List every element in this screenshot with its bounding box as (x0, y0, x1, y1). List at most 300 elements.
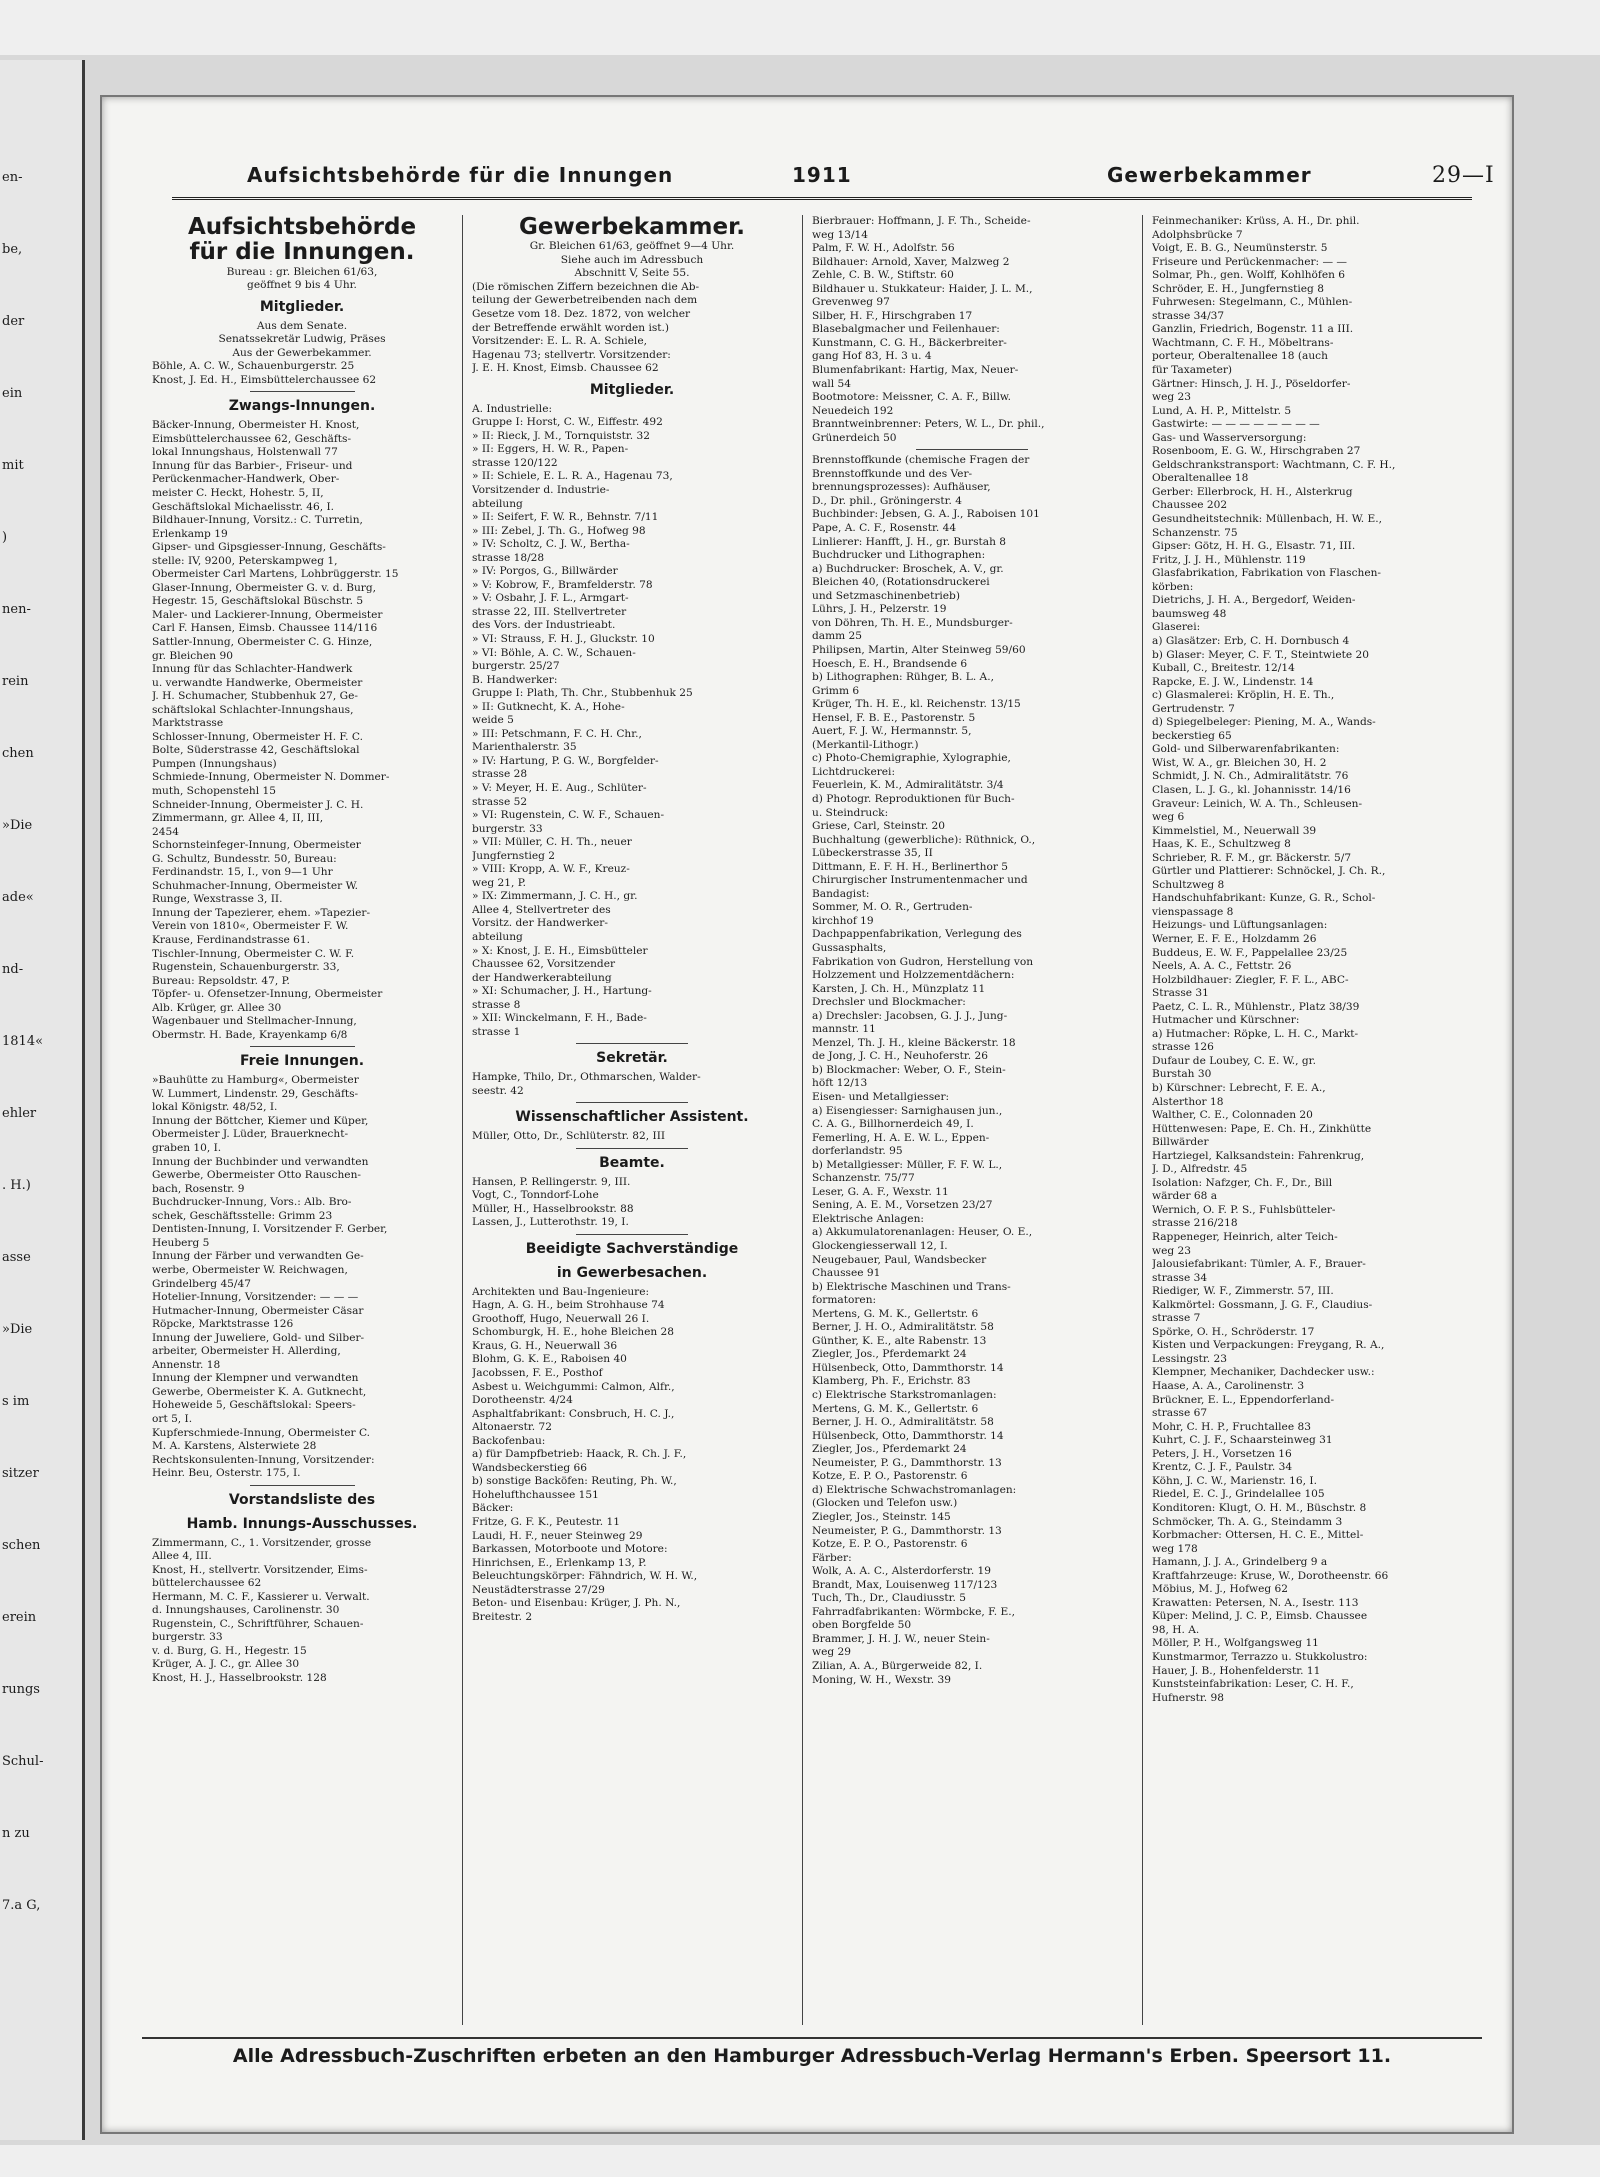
entry-line: » IX: Zimmermann, J. C. H., gr. (472, 890, 638, 903)
entry-line: Hülsenbeck, Otto, Dammthorstr. 14 (812, 1429, 1004, 1442)
entry-line: Töpfer- u. Ofensetzer-Innung, Obermeister (152, 988, 383, 1001)
entry-line: für Taxameter) (1152, 364, 1233, 377)
entry-line: » IV: Scholtz, C. J. W., Bertha- (472, 538, 630, 551)
entry-line: weg 21, P. (472, 876, 527, 889)
section-separator (250, 1046, 355, 1047)
entry-line: M. A. Karstens, Alsterwiete 28 (152, 1440, 317, 1453)
entry-line: a) Eisengiesser: Sarnighausen jun., (812, 1104, 1003, 1117)
entry-line: arbeiter, Obermeister H. Allerding, (152, 1345, 341, 1358)
entry-line: strasse 67 (1152, 1407, 1208, 1420)
entry-line: Krause, Ferdinandstrasse 61. (152, 934, 311, 947)
entry-line: Bleichen 40, (Rotationsdruckerei (812, 576, 990, 589)
entry-line: Glasfabrikation, Fabrikation von Flaschen- (1152, 567, 1381, 580)
entry-line: Billwärder (1152, 1136, 1209, 1149)
entry-line: Heizungs- und Lüftungsanlagen: (1152, 919, 1328, 932)
entry-line: Bootmotore: Meissner, C. A. F., Billw. (812, 391, 1012, 404)
entry-line: Bildhauer-Innung, Vorsitz.: C. Turretin, (152, 514, 363, 527)
entry-line: Klempner, Mechaniker, Dachdecker usw.: (1152, 1366, 1375, 1379)
entry-line: b) Glaser: Meyer, C. F. T., Steintwiete 20 (1152, 648, 1370, 661)
entry-line: » V: Kobrow, F., Bramfelderstr. 78 (472, 578, 653, 591)
entry-line: graben 10, I. (152, 1142, 222, 1155)
entry-line: Schmiede-Innung, Obermeister N. Dommer- (152, 771, 390, 784)
entry-line: Färber: (812, 1551, 852, 1564)
entry-line: Heuberg 5 (152, 1236, 210, 1249)
entry-line: » II: Rieck, J. M., Tornquiststr. 32 (472, 429, 650, 442)
sliver-fragment: 7.a G, (2, 1898, 41, 1913)
entry-line: Knost, J. Ed. H., Eimsbüttelerchaussee 62 (152, 373, 377, 386)
entry-line: des Vors. der Industrieabt. (472, 619, 616, 632)
entry-line: meister C. Heckt, Hohestr. 5, II, (152, 486, 324, 499)
entry-line: Blumenfabrikant: Hartig, Max, Neuer- (812, 364, 1019, 377)
entry-line: schäftslokal Schlachter-Innungshaus, (152, 703, 354, 716)
entry-line: u. verwandte Handwerke, Obermeister (152, 676, 363, 689)
entry-line: » VI: Böhle, A. C. W., Schauen- (472, 646, 636, 659)
section-heading: Hamb. Innungs-Ausschusses. (186, 1515, 418, 1532)
entry-line: formatoren: (812, 1294, 877, 1307)
entry-line: Allee 4, Stellvertreter des (472, 903, 611, 916)
entry-line: Beleuchtungskörper: Fähndrich, W. H. W., (472, 1570, 698, 1583)
entry-line: Oberaltenallee 18 (1152, 472, 1249, 485)
entry-line: Hinrichsen, E., Erlenkamp 13, P. (472, 1556, 647, 1569)
header-right-title: Gewerbekammer (1107, 163, 1312, 187)
entry-line: Hampke, Thilo, Dr., Othmarschen, Walder- (472, 1071, 701, 1084)
entry-line: Geschäftslokal Michaelisstr. 46, I. (152, 500, 334, 513)
entry-line: Mohr, C. H. P., Fruchtallee 83 (1152, 1420, 1311, 1433)
entry-line: Peters, J. H., Vorsetzen 16 (1152, 1447, 1292, 1460)
entry-line: Rosenboom, E. G. W., Hirschgraben 27 (1152, 445, 1361, 458)
entry-line: Gesetze vom 18. Dez. 1872, von welcher (472, 308, 691, 321)
entry-line: b) Kürschner: Lebrecht, F. E. A., (1152, 1082, 1326, 1094)
entry-line: Elektrische Anlagen: (812, 1212, 924, 1225)
entry-line: Fuhrwesen: Stegelmann, C., Mühlen- (1152, 296, 1353, 309)
entry-line: porteur, Oberaltenallee 18 (auch (1152, 350, 1328, 363)
entry-line: Menzel, Th. J. H., kleine Bäckerstr. 18 (812, 1036, 1016, 1049)
entry-line: » III: Zebel, J. Th. G., Hofweg 98 (472, 524, 646, 537)
entry-line: Feinmechaniker: Krüss, A. H., Dr. phil. (1152, 215, 1360, 227)
entry-line: Sommer, M. O. R., Gertruden- (812, 901, 973, 914)
entry-line: weg 23 (1152, 1244, 1191, 1257)
entry-line: G. Schultz, Bundesstr. 50, Bureau: (152, 852, 337, 865)
entry-line: 98, H. A. (1152, 1623, 1200, 1636)
entry-line: b) Elektrische Maschinen und Trans- (812, 1280, 1011, 1293)
entry-line: Architekten und Bau-Ingenieure: (472, 1285, 650, 1298)
entry-line: Hamann, J. J. A., Grindelberg 9 a (1152, 1556, 1328, 1569)
entry-line: teilung der Gewerbetreibenden nach dem (472, 294, 698, 307)
sliver-fragment: »Die (2, 818, 33, 833)
entry-line: Ganzlin, Friedrich, Bogenstr. 11 a III. (1152, 323, 1354, 336)
entry-line: weide 5 (472, 714, 514, 727)
entry-line: Sening, A. E. M., Vorsetzen 23/27 (812, 1199, 993, 1212)
entry-line: Bildhauer: Arnold, Xaver, Malzweg 2 (812, 255, 1010, 268)
entry-line: Gussasphalts, (812, 941, 887, 954)
entry-line: Günther, K. E., alte Rabenstr. 13 (812, 1334, 987, 1347)
section-heading: Sekretär. (596, 1050, 668, 1067)
entry-line: Vogt, C., Tonndorf-Lohe (472, 1189, 599, 1202)
sliver-fragment: mit (2, 458, 24, 473)
section-heading: Beeidigte Sachverständige (525, 1240, 739, 1257)
footer-notice: Alle Adressbuch-Zuschriften erbeten an den Hamburger Adressbuch-Verlag Hermann's Erben. Speersort 11. (232, 2045, 1392, 2067)
entry-line: Alsterthor 18 (1152, 1095, 1224, 1108)
entry-line: Aus der Gewerbekammer. (232, 346, 372, 359)
entry-line: Neuedeich 192 (812, 404, 894, 417)
entry-line: Fahrradfabrikanten: Wörmbcke, F. E., (812, 1605, 1016, 1618)
entry-line: Hoheweide 5, Geschäftslokal: Speers- (152, 1399, 356, 1412)
entry-line: Femerling, H. A. E. W. L., Eppen- (812, 1131, 990, 1144)
entry-line: Karsten, J. Ch. H., Münzplatz 11 (812, 982, 986, 995)
section-heading: Beamte. (599, 1154, 665, 1171)
entry-line: Gruppe I: Horst, C. W., Eiffestr. 492 (472, 416, 663, 429)
entry-line: » II: Gutknecht, K. A., Hohe- (472, 700, 625, 713)
entry-line: Linlierer: Hanfft, J. H., gr. Burstah 8 (812, 535, 1007, 548)
entry-line: J. D., Alfredstr. 45 (1152, 1163, 1248, 1176)
entry-line: » XI: Schumacher, J. H., Hartung- (472, 985, 652, 998)
entry-line: c) Photo-Chemigraphie, Xylographie, (812, 752, 1011, 765)
entry-line: Neumeister, P. G., Dammthorstr. 13 (812, 1524, 1002, 1537)
entry-line: Kotze, E. P. O., Pastorenstr. 6 (812, 1470, 968, 1483)
entry-line: Tuch, Th., Dr., Claudiusstr. 5 (812, 1592, 966, 1605)
entry-line: a) Drechsler: Jacobsen, G. J. J., Jung- (812, 1009, 1008, 1022)
entry-line: Groothoff, Hugo, Neuerwall 26 I. (472, 1312, 650, 1325)
section-separator (576, 1234, 688, 1235)
entry-line: Mertens, G. M. K., Gellertstr. 6 (812, 1307, 979, 1320)
entry-line: Eisen- und Metallgiesser: (812, 1091, 950, 1103)
entry-line: Kunstmann, C. G. H., Bäckerbreiter- (812, 336, 1007, 349)
entry-line: gang Hof 83, H. 3 u. 4 (812, 350, 932, 363)
entry-line: Laudi, H. F., neuer Steinweg 29 (472, 1529, 643, 1542)
page-footer (142, 2037, 1482, 2079)
entry-line: Ziegler, Jos., Steinstr. 145 (812, 1510, 951, 1523)
section-heading: Zwangs-Innungen. (228, 398, 376, 415)
entry-line: weg 178 (1152, 1542, 1198, 1555)
entry-line: Aus dem Senate. (256, 319, 348, 332)
section-separator (916, 449, 1028, 450)
entry-line: Hermann, M. C. F., Kassierer u. Verwalt. (152, 1590, 370, 1603)
entry-line: D., Dr. phil., Gröningerstr. 4 (812, 494, 962, 507)
entry-line: Gürtler und Plattierer: Schnöckel, J. Ch. R., (1152, 865, 1386, 878)
entry-line: Köhn, J. C. W., Marienstr. 16, I. (1152, 1474, 1317, 1487)
entry-line: Dachpappenfabrikation, Verlegung des (812, 928, 1022, 941)
entry-line: 2454 (152, 825, 179, 838)
entry-line: bach, Rosenstr. 9 (152, 1182, 245, 1195)
sliver-fragment: s im (2, 1394, 30, 1409)
entry-line: Carl F. Hansen, Eimsb. Chaussee 114/116 (152, 622, 378, 635)
entry-line: schek, Geschäftsstelle: Grimm 23 (152, 1209, 333, 1222)
entry-line: Hauer, J. B., Hohenfelderstr. 11 (1152, 1664, 1321, 1677)
entry-line: Heinr. Beu, Osterstr. 175, I. (152, 1467, 301, 1480)
entry-line: Burstah 30 (1152, 1068, 1212, 1081)
entry-line: Spörke, O. H., Schröderstr. 17 (1152, 1325, 1315, 1338)
entry-line: brennungsprozesses): Aufhäuser, (812, 481, 991, 494)
entry-line: Erlenkamp 19 (152, 527, 228, 540)
entry-line: Röpcke, Marktstrasse 126 (152, 1318, 294, 1331)
entry-line: Ziegler, Jos., Pferdemarkt 24 (812, 1348, 967, 1361)
entry-line: J. E. H. Knost, Eimsb. Chaussee 62 (472, 362, 659, 375)
entry-line: kirchhof 19 (812, 914, 874, 927)
entry-line: strasse 216/218 (1152, 1217, 1238, 1230)
column-divider (802, 215, 803, 2025)
entry-line: Fritze, G. F. K., Peutestr. 11 (472, 1516, 620, 1529)
entry-line: Zilian, A. A., Bürgerweide 82, I. (812, 1659, 983, 1672)
entry-line: » II: Schiele, E. L. R. A., Hagenau 73, (472, 470, 673, 483)
entry-line: Werner, E. F. E., Holzdamm 26 (1152, 932, 1317, 945)
entry-line: Gewerbe, Obermeister Otto Rauschen- (152, 1169, 361, 1182)
column-sachverstaendige-f-k (1152, 215, 1482, 2025)
entry-line: stelle: IV, 9200, Peterskampweg 1, (152, 554, 338, 567)
entry-line: » II: Seifert, F. W. R., Behnstr. 7/11 (472, 511, 659, 524)
entry-line: weg 23 (1152, 391, 1191, 404)
entry-line: » II: Eggers, H. W. R., Papen- (472, 443, 629, 456)
entry-line: Asbest u. Weichgummi: Calmon, Alfr., (472, 1380, 675, 1393)
section-heading: in Gewerbesachen. (556, 1264, 708, 1281)
entry-line: Hotelier-Innung, Vorsitzender: — — — (152, 1291, 359, 1304)
entry-line: Dorotheenstr. 4/24 (472, 1394, 573, 1407)
entry-line: a) Buchdrucker: Broschek, A. V., gr. (812, 562, 1004, 575)
sliver-fragment: chen (2, 746, 34, 761)
entry-line: Hutmacher-Innung, Obermeister Cäsar (152, 1304, 364, 1317)
entry-line: (Glocken und Telefon usw.) (812, 1497, 958, 1510)
entry-line: Holzzement und Holzzementdächern: (812, 969, 1015, 982)
entry-line: Schmöcker, Th. A. G., Steindamm 3 (1152, 1515, 1343, 1528)
entry-line: dorferlandstr. 95 (812, 1145, 903, 1158)
sliver-fragment: der (2, 314, 25, 329)
entry-line: burgerstr. 33 (152, 1631, 223, 1644)
entry-line: Kunststeinfabrikation: Leser, C. H. F., (1152, 1678, 1354, 1691)
sliver-fragment: en- (2, 170, 23, 185)
entry-line: » VI: Rugenstein, C. W. F., Schauen- (472, 809, 665, 822)
entry-line: Beton- und Eisenbau: Krüger, J. Ph. N., (472, 1597, 681, 1610)
entry-line: Korbmacher: Ottersen, H. C. E., Mittel- (1152, 1529, 1364, 1542)
entry-line: » IV: Hartung, P. G. W., Borgfelder- (472, 754, 659, 767)
entry-line: Hagn, A. G. H., beim Strohhause 74 (472, 1299, 665, 1312)
entry-line: strasse 120/122 (472, 456, 558, 469)
entry-line: muth, Schopenstehl 15 (152, 785, 276, 797)
entry-line: » V: Meyer, H. E. Aug., Schlüter- (472, 781, 647, 794)
entry-line: Dentisten-Innung, I. Vorsitzender F. Gerber, (152, 1223, 388, 1236)
entry-line: Gesundheitstechnik: Müllenbach, H. W. E., (1152, 513, 1382, 526)
entry-line: Feuerlein, K. M., Admiralitätstr. 3/4 (812, 779, 1004, 792)
section-heading: Vorstandsliste des (228, 1491, 376, 1508)
entry-line: strasse 34/37 (1152, 309, 1225, 322)
entry-line: Allee 4, III. (152, 1550, 212, 1563)
entry-line: Obermeister J. Lüder, Brauerknecht- (152, 1128, 349, 1141)
entry-line: de Jong, J. C. H., Neuhoferstr. 26 (812, 1050, 988, 1063)
entry-line: Ferdinandstr. 15, I., von 9—1 Uhr (152, 866, 333, 879)
entry-line: Pape, A. C. F., Rosenstr. 44 (812, 522, 957, 535)
adjacent-page-sliver (0, 60, 85, 2140)
entry-line: Altonaerstr. 72 (472, 1421, 552, 1434)
entry-line: Hohelufthchaussee 151 (472, 1488, 599, 1501)
sliver-fragment: . H.) (2, 1178, 31, 1193)
entry-line: Innung der Buchbinder und verwandten (152, 1155, 369, 1168)
section-separator (250, 1485, 355, 1486)
entry-line: Innung für das Barbier-, Friseur- und (152, 459, 353, 472)
entry-line: höft 12/13 (812, 1077, 868, 1090)
entry-line: Zehle, C. B. W., Stiftstr. 60 (812, 269, 954, 282)
entry-line: ort 5, I. (152, 1412, 193, 1425)
entry-line: Kraftfahrzeuge: Kruse, W., Dorotheenstr. 66 (1152, 1569, 1389, 1582)
entry-line: strasse 7 (1152, 1312, 1201, 1325)
entry-line: Bolte, Süderstrasse 42, Geschäftslokal (152, 744, 360, 757)
entry-line: Obermstr. H. Bade, Krayenkamp 6/8 (152, 1028, 348, 1041)
entry-line: b) Blockmacher: Weber, O. F., Stein- (812, 1063, 1006, 1076)
entry-line: lokal Innungshaus, Holstenwall 77 (152, 446, 338, 459)
entry-line: strasse 22, III. Stellvertreter (472, 605, 627, 618)
entry-line: Pumpen (Innungshaus) (152, 757, 277, 770)
entry-line: Runge, Wexstrasse 3, II. (152, 893, 283, 906)
entry-line: burgerstr. 25/27 (472, 660, 560, 673)
entry-line: baumsweg 48 (1152, 607, 1227, 620)
entry-line: Griese, Carl, Steinstr. 20 (812, 820, 946, 833)
entry-line: Schanzenstr. 75/77 (812, 1172, 915, 1185)
entry-line: Drechsler und Blockmacher: (812, 996, 966, 1009)
entry-line: Zimmermann, C., 1. Vorsitzender, grosse (152, 1536, 372, 1549)
section-heading: Wissenschaftlicher Assistent. (515, 1109, 749, 1126)
sliver-fragment: ade« (2, 890, 34, 905)
entry-line: Gärtner: Hinsch, J. H. J., Pöseldorfer- (1152, 377, 1351, 390)
entry-line: abteilung (472, 497, 523, 510)
entry-line: Blasebalgmacher und Feilenhauer: (812, 323, 1000, 336)
sliver-fragment: rein (2, 674, 29, 689)
section-heading: Freie Innungen. (239, 1053, 365, 1070)
entry-line: d) Elektrische Schwachstromanlagen: (812, 1483, 1017, 1496)
entry-line: W. Lummert, Lindenstr. 29, Geschäfts- (152, 1087, 359, 1100)
entry-line: Gruppe I: Plath, Th. Chr., Stubbenhuk 25 (472, 687, 693, 700)
sliver-fragment: 1814« (2, 1034, 44, 1049)
entry-line: Marienthalerstr. 35 (472, 741, 577, 754)
entry-line: Schneider-Innung, Obermeister J. C. H. (152, 798, 364, 811)
entry-line: (Merkantil-Lithogr.) (812, 738, 919, 751)
entry-line: Krüger, Th. H. E., kl. Reichenstr. 13/15 (812, 698, 1021, 711)
entry-line: Knost, H., stellvertr. Vorsitzender, Eims- (152, 1563, 368, 1576)
entry-line: Wist, W. A., gr. Bleichen 30, H. 2 (1152, 756, 1327, 769)
entry-line: Wachtmann, C. F. H., Möbeltrans- (1152, 336, 1334, 349)
entry-line: d) Photogr. Reproduktionen für Buch- (812, 792, 1015, 805)
sliver-fragment: ) (2, 530, 8, 545)
entry-line: Grimm 6 (812, 684, 860, 697)
entry-line: a) für Dampfbetrieb: Haack, R. Ch. J. F., (472, 1448, 687, 1461)
entry-line: Geldschrankstransport: Wachtmann, C. F. H., (1152, 458, 1396, 471)
entry-line: Gr. Bleichen 61/63, geöffnet 9—4 Uhr. (529, 240, 735, 253)
entry-line: Möbius, M. J., Hofweg 62 (1152, 1583, 1289, 1596)
entry-line: Berner, J. H. O., Admiralitätstr. 58 (812, 1321, 994, 1334)
entry-line: gr. Bleichen 90 (152, 649, 233, 662)
entry-line: Glaser-Innung, Obermeister G. v. d. Burg, (152, 581, 377, 594)
sliver-fragment: »Die (2, 1322, 33, 1337)
entry-line: d. Innungshauses, Carolinenstr. 30 (152, 1604, 340, 1617)
entry-line: b) sonstige Backöfen: Reuting, Ph. W., (472, 1475, 677, 1488)
entry-line: b) Lithographen: Rühger, B. L. A., (812, 671, 994, 684)
entry-line: Mertens, G. M. K., Gellertstr. 6 (812, 1402, 979, 1415)
section-separator (576, 1148, 688, 1149)
entry-line: Hoesch, E. H., Brandsende 6 (812, 657, 968, 670)
column-divider (1142, 215, 1143, 2025)
entry-line: Hutmacher und Kürschner: (1152, 1014, 1300, 1027)
entry-line: Bandagist: (812, 887, 870, 900)
entry-line: Branntweinbrenner: Peters, W. L., Dr. phil., (812, 418, 1045, 431)
entry-line: Brandt, Max, Louisenweg 117/123 (812, 1578, 998, 1591)
entry-line: Fabrikation von Gudron, Herstellung von (812, 955, 1034, 968)
entry-line: Tischler-Innung, Obermeister C. W. F. (152, 947, 355, 960)
entry-line: Buchdrucker und Lithographen: (812, 549, 986, 562)
entry-line: Vorsitzender d. Industrie- (472, 483, 610, 496)
entry-line: Bäcker-Innung, Obermeister H. Knost, (152, 419, 360, 432)
sliver-fragment: asse (2, 1250, 31, 1265)
entry-line: Hülsenbeck, Otto, Dammthorstr. 14 (812, 1361, 1004, 1374)
entry-line: Gas- und Wasserversorgung: (1152, 431, 1307, 444)
entry-line: Innung der Böttcher, Kiemer und Küper, (152, 1114, 369, 1127)
entry-line: weg 13/14 (812, 228, 869, 241)
entry-line: Kuhrt, C. J. F., Schaarsteinweg 31 (1152, 1434, 1333, 1447)
entry-line: Schultzweg 8 (1152, 878, 1225, 891)
entry-line: »Bauhütte zu Hamburg«, Obermeister (152, 1074, 359, 1087)
entry-line: Gipser- und Gipsgiesser-Innung, Geschäfts- (152, 541, 386, 554)
entry-line: » XII: Winckelmann, F. H., Bade- (472, 1012, 647, 1025)
sliver-fragment: rungs (2, 1682, 40, 1697)
entry-line: Kunstmarmor, Terrazzo u. Stukkolustro: (1152, 1650, 1368, 1663)
entry-line: Kupferschmiede-Innung, Obermeister C. (152, 1426, 371, 1439)
sliver-fragment: ein (2, 386, 23, 401)
sliver-fragment: be, (2, 242, 23, 257)
entry-line: » IV: Porgos, G., Billwärder (472, 565, 618, 578)
entry-line: Rappeneger, Heinrich, alter Teich- (1152, 1231, 1338, 1244)
entry-line: Lübeckerstrasse 35, II (812, 847, 933, 860)
entry-line: Möller, P. H., Wolfgangsweg 11 (1152, 1637, 1319, 1650)
entry-line: Buchdrucker-Innung, Vors.: Alb. Bro- (152, 1196, 352, 1209)
entry-line: A. Industrielle: (472, 402, 553, 415)
entry-line: » X: Knost, J. E. H., Eimsbütteler (472, 944, 648, 957)
entry-line: Kalkmörtel: Gossmann, J. G. F., Claudius- (1152, 1298, 1373, 1311)
entry-line: Lichtdruckerei: (812, 765, 896, 778)
entry-line: Isolation: Nafzger, Ch. F., Dr., Bill (1152, 1176, 1333, 1189)
entry-line: c) Glasmalerei: Kröplin, H. E. Th., (1152, 689, 1335, 702)
entry-line: Kimmelstiel, M., Neuerwall 39 (1152, 824, 1317, 837)
entry-line: Hagenau 73; stellvertr. Vorsitzender: (472, 348, 671, 361)
entry-line: c) Elektrische Starkstromanlagen: (812, 1389, 997, 1402)
entry-line: » VII: Müller, C. H. Th., neuer (472, 836, 632, 849)
entry-line: Gertrudenstr. 7 (1152, 702, 1235, 715)
entry-line: Schanzenstr. 75 (1152, 526, 1238, 539)
entry-line: Abschnitt V, Seite 55. (574, 267, 690, 280)
page-header (172, 157, 1495, 200)
entry-line: Lührs, J. H., Pelzerstr. 19 (812, 603, 947, 616)
entry-line: Eimsbüttelerchaussee 62, Geschäfts- (152, 432, 352, 445)
entry-line: Innung der Färber und verwandten Ge- (152, 1250, 364, 1263)
entry-line: Gipser: Götz, H. H. G., Elsastr. 71, III. (1152, 540, 1356, 553)
entry-line: Glaserei: (1152, 621, 1201, 634)
entry-line: strasse 34 (1152, 1271, 1208, 1284)
entry-line: Palm, F. W. H., Adolfstr. 56 (812, 242, 955, 255)
entry-line: J. H. Schumacher, Stubbenhuk 27, Ge- (152, 690, 358, 703)
entry-line: körben: (1152, 580, 1194, 593)
section-heading: Mitglieder. (259, 298, 345, 315)
section-heading: Mitglieder. (589, 381, 675, 398)
entry-line: Neustädterstrasse 27/29 (472, 1583, 605, 1596)
entry-line: Rugenstein, C., Schriftführer, Schauen- (152, 1617, 364, 1630)
entry-line: der Betreffende erwählt worden ist.) (472, 321, 670, 334)
entry-line: lokal Königstr. 48/52, I. (152, 1101, 278, 1114)
entry-line: Kraus, G. H., Neuerwall 36 (472, 1339, 618, 1352)
entry-line: Müller, H., Hasselbrookstr. 88 (472, 1202, 634, 1215)
entry-line: C. A. G., Billhornerdeich 49, I. (812, 1118, 974, 1131)
entry-line: Vorsitzender: E. L. R. A. Schiele, (472, 335, 647, 348)
entry-line: Haase, A. A., Carolinenstr. 3 (1152, 1380, 1305, 1393)
entry-line: Zimmermann, gr. Allee 4, II, III, (152, 812, 324, 825)
entry-line: Holzbildhauer: Ziegler, F. F. L., ABC- (1152, 973, 1349, 986)
entry-line: der Handwerkerabteilung (472, 971, 612, 984)
entry-line: Bildhauer u. Stukkateur: Haider, J. L. M., (812, 282, 1033, 295)
sliver-fragment: ehler (2, 1106, 37, 1121)
entry-line: Brennstoffkunde (chemische Fragen der (812, 454, 1030, 467)
